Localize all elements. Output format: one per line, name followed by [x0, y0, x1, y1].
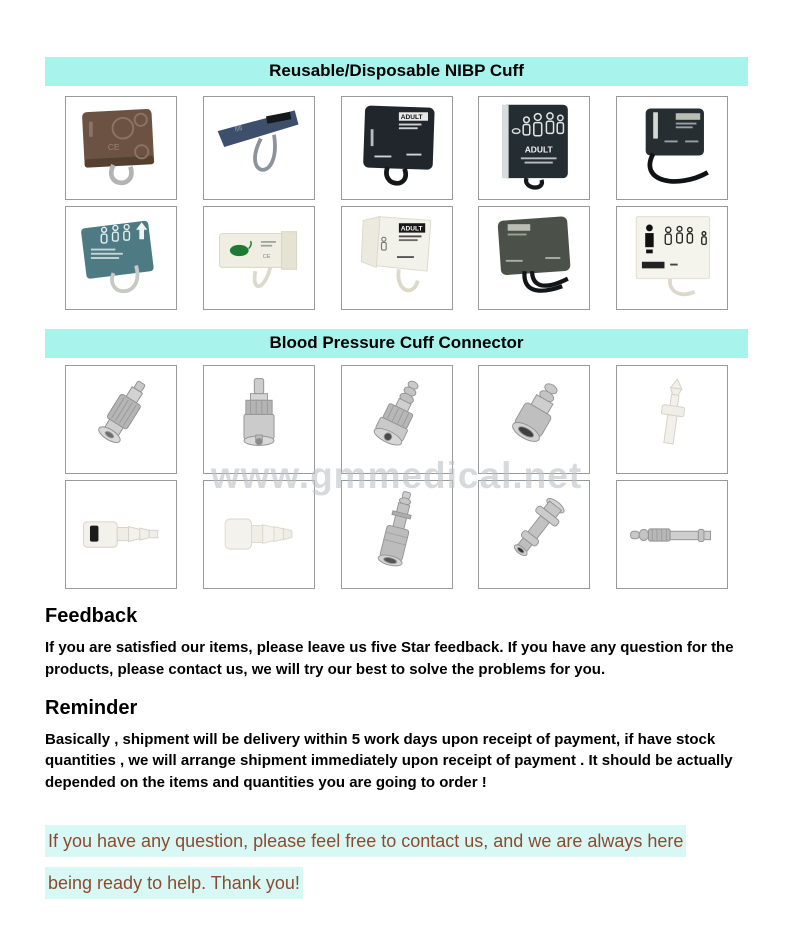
- white-disposable-cuff-figures-image: [625, 211, 719, 305]
- product-cell-connector-5: [616, 365, 728, 474]
- product-cell-cuff-9: [478, 206, 590, 310]
- product-cell-connector-6: [65, 480, 177, 589]
- product-cell-cuff-2: [203, 96, 315, 200]
- white-plastic-barbed-connector-image: [212, 488, 306, 582]
- section-title: Reusable/Disposable NIBP Cuff: [269, 61, 524, 80]
- black-durable-cuff-side-tube-image: [625, 101, 719, 195]
- gray-double-tube-cuff-image: [487, 211, 581, 305]
- metal-barbed-plug-image: [487, 373, 581, 467]
- product-cell-cuff-7: [203, 206, 315, 310]
- reminder-heading: Reminder: [45, 696, 138, 719]
- contact-line-2: being ready to help. Thank you!: [45, 867, 303, 899]
- svg-text:|||||: |||||: [233, 124, 243, 133]
- product-cell-connector-4: [478, 365, 590, 474]
- product-cell-cuff-8: [341, 206, 453, 310]
- feedback-heading: Feedback: [45, 605, 138, 627]
- metal-inline-connector-image: [625, 488, 719, 582]
- product-cell-cuff-6: [65, 206, 177, 310]
- svg-text:CE: CE: [262, 254, 271, 260]
- metal-knurled-connector-upright-image: [212, 373, 306, 467]
- white-disposable-cuff-lion-image: [212, 211, 306, 305]
- cuff-label: ADULT: [524, 144, 553, 155]
- product-cell-connector-3: [341, 365, 453, 474]
- contact-message: [45, 820, 748, 905]
- cuff-label: ADULT: [400, 225, 423, 233]
- product-cell-connector-8: [341, 480, 453, 589]
- watermark-text: www.gmmedical.net: [210, 454, 583, 496]
- product-cell-connector-7: [203, 480, 315, 589]
- metal-plug-connector-image: [487, 488, 581, 582]
- product-cell-cuff-3: [341, 96, 453, 200]
- metal-quick-coupler-image: [350, 488, 444, 582]
- product-cell-connector-2: [203, 365, 315, 474]
- product-cell-cuff-1: [65, 96, 177, 200]
- teal-cuff-figures-image: [74, 211, 168, 305]
- dark-adult-cuff-figures-image: [487, 101, 581, 195]
- product-cell-cuff-5: [616, 96, 728, 200]
- product-cell-cuff-10: [616, 206, 728, 310]
- product-cell-connector-10: [616, 480, 728, 589]
- metal-knurled-connector-diagonal-image: [74, 373, 168, 467]
- product-cell-connector-9: [478, 480, 590, 589]
- feedback-body: If you are satisfied our items, please leave us five Star feedback. If you have any question for the products, please contact us, we will try our best to solve the problems for you.: [45, 639, 734, 678]
- section-header-connector: [45, 329, 748, 358]
- product-cell-cuff-4: [478, 96, 590, 200]
- white-plastic-quick-connector-image: [74, 488, 168, 582]
- contact-line-1: If you have any question, please feel free to contact us, and we are always here: [45, 825, 686, 857]
- cuff-label: ADULT: [400, 113, 423, 121]
- black-adult-durable-cuff-image: [350, 101, 444, 195]
- product-cell-connector-1: [65, 365, 177, 474]
- white-plastic-barb-connector-image: [625, 373, 719, 467]
- navy-flat-cuff-image: [212, 101, 306, 195]
- section-title: Blood Pressure Cuff Connector: [269, 333, 524, 352]
- nibp-cuff-grid: [45, 96, 748, 310]
- brown-reusable-cuff-image: [74, 101, 168, 195]
- svg-text:CE: CE: [107, 141, 120, 152]
- reminder-body: Basically , shipment will be delivery within 5 work days upon receipt of payment, if have stock quantities , we will arrange shipment immediately upon receipt of payment . It should be actually depended on the items and quantities you are going to order !: [45, 730, 733, 791]
- metal-barbed-connector-nut-image: [350, 373, 444, 467]
- white-adult-disposable-cuff-image: [350, 211, 444, 305]
- section-header-nibp-cuff: [45, 57, 748, 86]
- connector-grid: [45, 365, 748, 589]
